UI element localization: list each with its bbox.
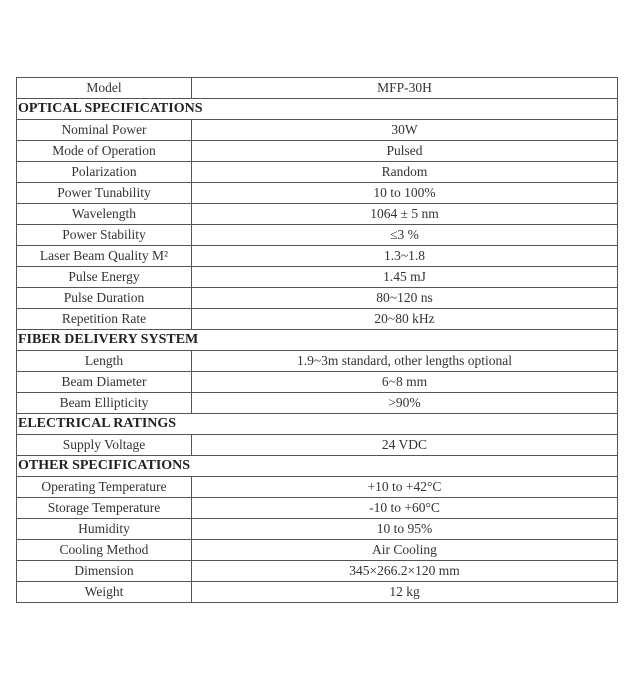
spec-row [17,204,618,225]
spec-value: 10 to 95% [192,519,618,540]
spec-row [17,351,618,372]
spec-value: 12 kg [192,582,618,603]
model-value: MFP-30H [192,78,618,99]
spec-value: Random [192,162,618,183]
spec-row [17,162,618,183]
spec-label: Polarization [17,162,192,183]
spec-value: 30W [192,120,618,141]
section-title: OTHER SPECIFICATIONS [17,456,618,477]
spec-value: 20~80 kHz [192,309,618,330]
spec-row [17,246,618,267]
spec-label: Laser Beam Quality M² [17,246,192,267]
spec-row [17,582,618,603]
spec-value: 1064 ± 5 nm [192,204,618,225]
spec-label: Beam Ellipticity [17,393,192,414]
spec-label: Pulse Energy [17,267,192,288]
spec-value: 1.3~1.8 [192,246,618,267]
spec-label: Pulse Duration [17,288,192,309]
spec-row [17,183,618,204]
spec-table [16,77,618,603]
spec-value: 345×266.2×120 mm [192,561,618,582]
spec-label: Length [17,351,192,372]
spec-label: Mode of Operation [17,141,192,162]
spec-row [17,498,618,519]
model-row [17,78,618,99]
section-title: FIBER DELIVERY SYSTEM [17,330,618,351]
spec-row [17,561,618,582]
spec-value: ≤3 % [192,225,618,246]
spec-row [17,372,618,393]
spec-row [17,141,618,162]
spec-value: 10 to 100% [192,183,618,204]
spec-label: Storage Temperature [17,498,192,519]
spec-label: Dimension [17,561,192,582]
spec-label: Weight [17,582,192,603]
section-header-row [17,456,618,477]
spec-value: 1.9~3m standard, other lengths optional [192,351,618,372]
spec-label: Wavelength [17,204,192,225]
spec-row [17,393,618,414]
spec-label: Power Tunability [17,183,192,204]
spec-value: 6~8 mm [192,372,618,393]
spec-label: Repetition Rate [17,309,192,330]
section-title: ELECTRICAL RATINGS [17,414,618,435]
spec-row [17,540,618,561]
spec-value: >90% [192,393,618,414]
spec-row [17,435,618,456]
section-header-row [17,414,618,435]
spec-label: Humidity [17,519,192,540]
spec-label: Cooling Method [17,540,192,561]
section-title: OPTICAL SPECIFICATIONS [17,99,618,120]
spec-row [17,288,618,309]
spec-label: Supply Voltage [17,435,192,456]
spec-value: 1.45 mJ [192,267,618,288]
spec-label: Operating Temperature [17,477,192,498]
spec-value: 24 VDC [192,435,618,456]
section-header-row [17,99,618,120]
spec-row [17,120,618,141]
spec-row [17,477,618,498]
spec-value: Air Cooling [192,540,618,561]
spec-row [17,309,618,330]
spec-row [17,225,618,246]
section-header-row [17,330,618,351]
spec-label: Beam Diameter [17,372,192,393]
spec-table-body [17,78,618,603]
spec-label: Power Stability [17,225,192,246]
spec-value: 80~120 ns [192,288,618,309]
spec-label: Nominal Power [17,120,192,141]
spec-value: +10 to +42°C [192,477,618,498]
model-label: Model [17,78,192,99]
spec-row [17,519,618,540]
spec-value: Pulsed [192,141,618,162]
spec-value: -10 to +60°C [192,498,618,519]
spec-row [17,267,618,288]
